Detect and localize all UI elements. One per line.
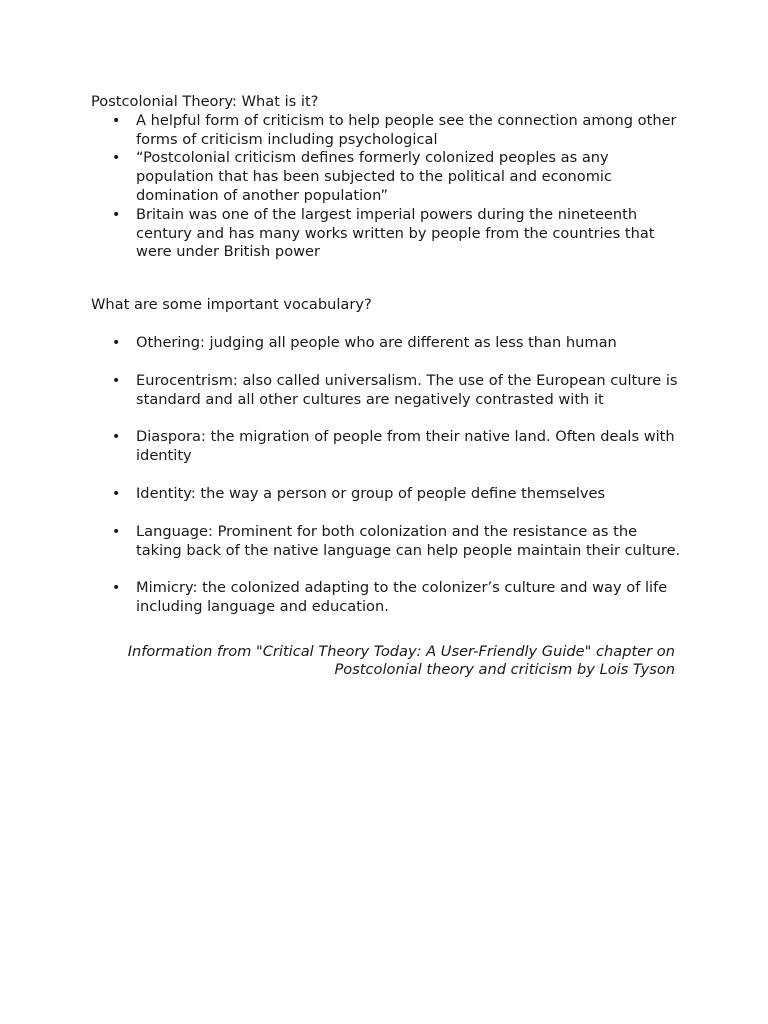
list-item	[91, 149, 681, 205]
list-item	[91, 428, 681, 466]
vocab-heading: What are some important vocabulary?	[91, 296, 372, 314]
list-item	[91, 112, 681, 150]
list-item-text: Identity: the way a person or group of people define themselves	[136, 484, 606, 502]
bullet-marker: •	[112, 150, 121, 167]
list-item-text: Diaspora: the migration of people from their native land. Often deals with identity	[136, 428, 675, 465]
intro-heading: Postcolonial Theory: What is it?	[91, 93, 319, 110]
bullet-marker: •	[112, 485, 121, 502]
bullet-marker: •	[112, 580, 121, 597]
bullet-marker: •	[112, 429, 121, 446]
list-item	[91, 372, 681, 410]
bullet-marker: •	[112, 112, 121, 129]
list-item	[91, 579, 681, 617]
citation	[91, 643, 681, 679]
list-item-text: Eurocentrism: also called universalism. The use of the European culture is standard and all other cultures are negatively contrasted with it	[136, 371, 678, 408]
list-item-text: Language: Prominent for both colonization and the resistance as the taking back of the native language can help people maintain their culture.	[136, 522, 681, 559]
citation-line: Information from "Critical Theory Today: A User-Friendly Guide" chapter on	[127, 642, 675, 660]
list-item	[91, 523, 681, 561]
bullet-marker: •	[112, 372, 121, 389]
list-item	[91, 206, 681, 262]
citation-line: Postcolonial theory and criticism by Lois Tyson	[334, 660, 675, 678]
list-item-text: Othering: judging all people who are different as less than human	[136, 333, 617, 351]
bullet-marker: •	[112, 523, 121, 540]
bullet-marker: •	[112, 206, 121, 223]
list-item-text: “Postcolonial criticism defines formerly colonized peoples as any population that has been subjected to the political and economic domination of another population”	[136, 149, 613, 204]
list-item	[91, 334, 681, 353]
bullet-marker: •	[112, 334, 121, 351]
list-item-text: Britain was one of the largest imperial powers during the nineteenth century and has many works written by people from the countries that were under British power	[136, 205, 655, 261]
document-body	[91, 93, 681, 694]
list-item	[91, 485, 681, 504]
list-item-text: A helpful form of criticism to help people see the connection among other forms of criticism including psychological	[136, 111, 677, 148]
intro-list	[91, 112, 681, 262]
vocab-list	[91, 334, 681, 617]
list-item-text: Mimicry: the colonized adapting to the colonizer’s culture and way of life including language and education.	[136, 579, 668, 616]
